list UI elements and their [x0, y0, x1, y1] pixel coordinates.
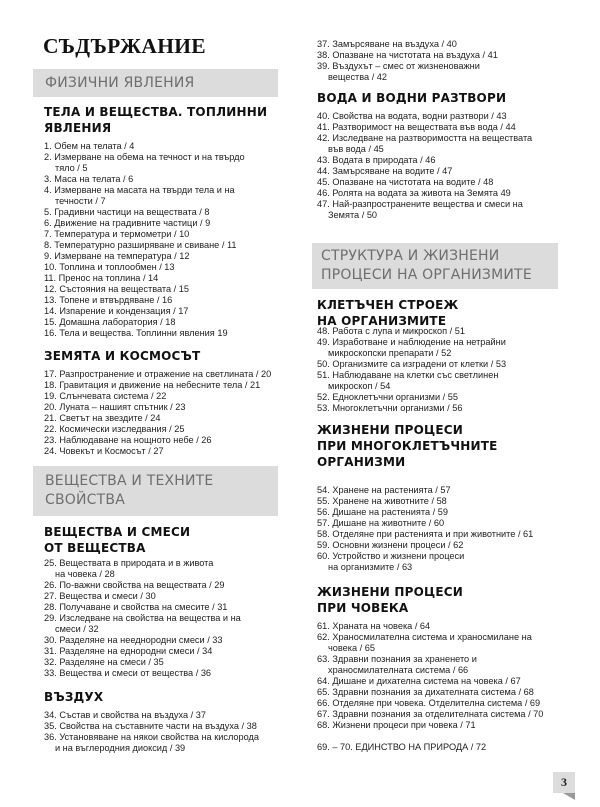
- toc-entry: 68. Жизнени процеси при човека / 71: [317, 720, 476, 730]
- toc-list-multicellular: [317, 485, 567, 573]
- page-number: 3: [553, 772, 575, 793]
- toc-entry: 22. Космически изследвания / 25: [44, 424, 185, 434]
- part-banner-organisms: СТРУКТУРА И ЖИЗНЕНИ ПРОЦЕСИ НА ОРГАНИЗМИТЕ: [312, 243, 558, 289]
- toc-entry: 41. Разтворимост на веществата във вода / 44: [317, 122, 516, 132]
- toc-entry: 28. Получаване и свойства на смесите / 31: [44, 602, 228, 612]
- toc-entry: 67. Здравни познания за отделителната система / 70: [317, 709, 544, 719]
- toc-entry: 20. Луната – нашият спътник / 23: [44, 402, 186, 412]
- toc-entry: 54. Хранене на растенията / 57: [317, 485, 451, 495]
- toc-entry: 32. Разделяне на смеси / 35: [44, 657, 164, 667]
- toc-list-bodies: [44, 141, 294, 339]
- toc-entry: 48. Работа с лупа и микроскоп / 51: [317, 326, 465, 336]
- toc-entry: 66. Отделяне при човека. Отделителна система / 69: [317, 698, 541, 708]
- toc-entry: 52. Едноклетъчни организми / 55: [317, 392, 459, 402]
- toc-entry: 8. Температурно разширяване и свиване / 11: [44, 240, 237, 250]
- section-heading-bodies: ТЕЛА И ВЕЩЕСТВА. ТОПЛИННИ ЯВЛЕНИЯ: [44, 105, 268, 135]
- toc-list-mixtures: [44, 558, 294, 679]
- toc-entry: 29. Изследване на свойства на вещества и на смеси / 32: [44, 613, 241, 634]
- toc-entry: 35. Свойства на съставните части на въздуха / 38: [44, 721, 257, 731]
- toc-entry: 51. Наблюдаване на клетки със светлинен микроскоп / 54: [317, 370, 499, 391]
- toc-entry: 42. Изследване на разтворимостта на веществата във вода / 45: [317, 133, 533, 154]
- toc-entry: 30. Разделяне на нееднородни смеси / 33: [44, 635, 223, 645]
- toc-entry: 62. Храносмилателна система и храносмилане на човека / 65: [317, 632, 532, 653]
- toc-entry: 49. Изработване и наблюдение на нетрайни микроскопски препарати / 52: [317, 337, 506, 358]
- toc-entry: 46. Ролята на водата за живота на Земята 49: [317, 188, 511, 198]
- toc-entry: 27. Вещества и смеси / 30: [44, 591, 156, 601]
- toc-entry: 50. Организмите са изградени от клетки / 53: [317, 359, 507, 369]
- toc-entry: 56. Дишане на растенията / 59: [317, 507, 448, 517]
- toc-entry: 69. – 70. ЕДИНСТВО НА ПРИРОДА / 72: [317, 742, 487, 752]
- toc-list-human: [317, 621, 567, 731]
- toc-entry: 13. Топене и втвърдяване / 16: [44, 295, 173, 305]
- part-banner-physics: ФИЗИЧНИ ЯВЛЕНИЯ: [33, 69, 278, 97]
- section-heading-multicellular: ЖИЗНЕНИ ПРОЦЕСИ ПРИ МНОГОКЛЕТЪЧНИТЕ ОРГАНИЗМИ: [317, 423, 498, 469]
- section-heading-earth: ЗЕМЯТА И КОСМОСЪТ: [44, 349, 201, 363]
- toc-entry: 36. Установяване на някои свойства на кислорода и на въглеродния диоксид / 39: [44, 732, 260, 753]
- toc-entry: 38. Опазване на чистотата на въздуха / 41: [317, 50, 498, 60]
- toc-entry: 45. Опазване на чистотата на водите / 48: [317, 177, 494, 187]
- toc-entry: 37. Замърсяване на въздуха / 40: [317, 39, 457, 49]
- section-heading-air: ВЪЗДУХ: [44, 690, 104, 704]
- toc-entry: 44. Замърсяване на водите / 47: [317, 166, 453, 176]
- toc-entry: 5. Градивни частици на веществата / 8: [44, 207, 210, 217]
- page-corner-fold-icon: [563, 793, 575, 800]
- toc-entry: 1. Обем на телата / 4: [44, 141, 135, 151]
- toc-entry: 6. Движение на градивните частици / 9: [44, 218, 211, 228]
- toc-entry: 53. Многоклетъчни организми / 56: [317, 403, 463, 413]
- toc-list-cells: [317, 326, 567, 414]
- toc-entry: 63. Здравни познания за храненето и храносмилателната система / 66: [317, 654, 477, 675]
- toc-entry: 55. Хранене на животните / 58: [317, 496, 447, 506]
- toc-entry: 40. Свойства на водата, водни разтвори / 43: [317, 111, 507, 121]
- toc-entry: 18. Гравитация и движение на небесните тела / 21: [44, 380, 261, 390]
- toc-entry: 34. Състав и свойства на въздуха / 37: [44, 710, 206, 720]
- toc-entry: 59. Основни жизнени процеси / 62: [317, 540, 464, 550]
- toc-list-earth: [44, 369, 294, 457]
- toc-entry: 43. Водата в природата / 46: [317, 155, 436, 165]
- toc-entry: 61. Храната на човека / 64: [317, 621, 431, 631]
- toc-entry: 26. По-важни свойства на веществата / 29: [44, 580, 225, 590]
- toc-list-water: [317, 111, 567, 221]
- toc-entry: 33. Вещества и смеси от вещества / 36: [44, 668, 212, 678]
- toc-entry: 64. Дишане и дихателна система на човека / 67: [317, 676, 521, 686]
- toc-entry: 3. Маса на телата / 6: [44, 174, 134, 184]
- toc-list-final: [317, 742, 567, 753]
- toc-entry: 23. Наблюдаване на нощното небе / 26: [44, 435, 212, 445]
- toc-entry: 39. Въздухът – смес от жизненоважни вещества / 42: [317, 61, 480, 82]
- toc-entry: 65. Здравни познания за дихателната система / 68: [317, 687, 534, 697]
- section-heading-water: ВОДА И ВОДНИ РАЗТВОРИ: [317, 91, 507, 105]
- toc-entry: 11. Пренос на топлина / 14: [44, 273, 159, 283]
- toc-entry: 15. Домашна лаборатория / 18: [44, 317, 176, 327]
- toc-entry: 2. Измерване на обема на течност и на твърдо тяло / 5: [44, 152, 245, 173]
- toc-entry: 58. Отделяне при растенията и при животните / 61: [317, 529, 534, 539]
- toc-entry: 24. Човекът и Космосът / 27: [44, 446, 164, 456]
- toc-entry: 31. Разделяне на еднородни смеси / 34: [44, 646, 213, 656]
- toc-entry: 60. Устройство и жизнени процеси на организмите / 63: [317, 551, 465, 572]
- toc-entry: 9. Измерване на температура / 12: [44, 251, 190, 261]
- section-heading-mixtures: ВЕЩЕСТВА И СМЕСИ ОТ ВЕЩЕСТВА: [44, 525, 191, 555]
- toc-entry: 14. Изпарение и кондензация / 17: [44, 306, 189, 316]
- toc-entry: 57. Дишане на животните / 60: [317, 518, 445, 528]
- toc-entry: 16. Тела и вещества. Топлинни явления 19: [44, 328, 228, 338]
- page-title: СЪДЪРЖАНИЕ: [43, 34, 206, 58]
- toc-entry: 21. Светът на звездите / 24: [44, 413, 161, 423]
- toc-entry: 25. Веществата в природата и в живота на човека / 28: [44, 558, 214, 579]
- toc-entry: 12. Състояния на веществата / 15: [44, 284, 189, 294]
- toc-entry: 7. Температура и термометри / 10: [44, 229, 190, 239]
- toc-entry: 47. Най-разпространените вещества и смеси на Земята / 50: [317, 199, 523, 220]
- section-heading-human: ЖИЗНЕНИ ПРОЦЕСИ ПРИ ЧОВЕКА: [317, 585, 463, 615]
- toc-entry: 19. Слънчевата система / 22: [44, 391, 167, 401]
- toc-list-air-left: [44, 710, 294, 754]
- toc-list-air-right: [317, 39, 567, 83]
- toc-entry: 17. Разпространение и отражение на светлината / 20: [44, 369, 272, 379]
- toc-entry: 10. Топлина и топлообмен / 13: [44, 262, 175, 272]
- part-banner-substances: ВЕЩЕСТВА И ТЕХНИТЕ СВОЙСТВА: [33, 466, 278, 516]
- toc-entry: 4. Измерване на масата на твърди тела и на течности / 7: [44, 185, 235, 206]
- section-heading-cells: КЛЕТЪЧЕН СТРОЕЖ НА ОРГАНИЗМИТЕ: [317, 298, 459, 328]
